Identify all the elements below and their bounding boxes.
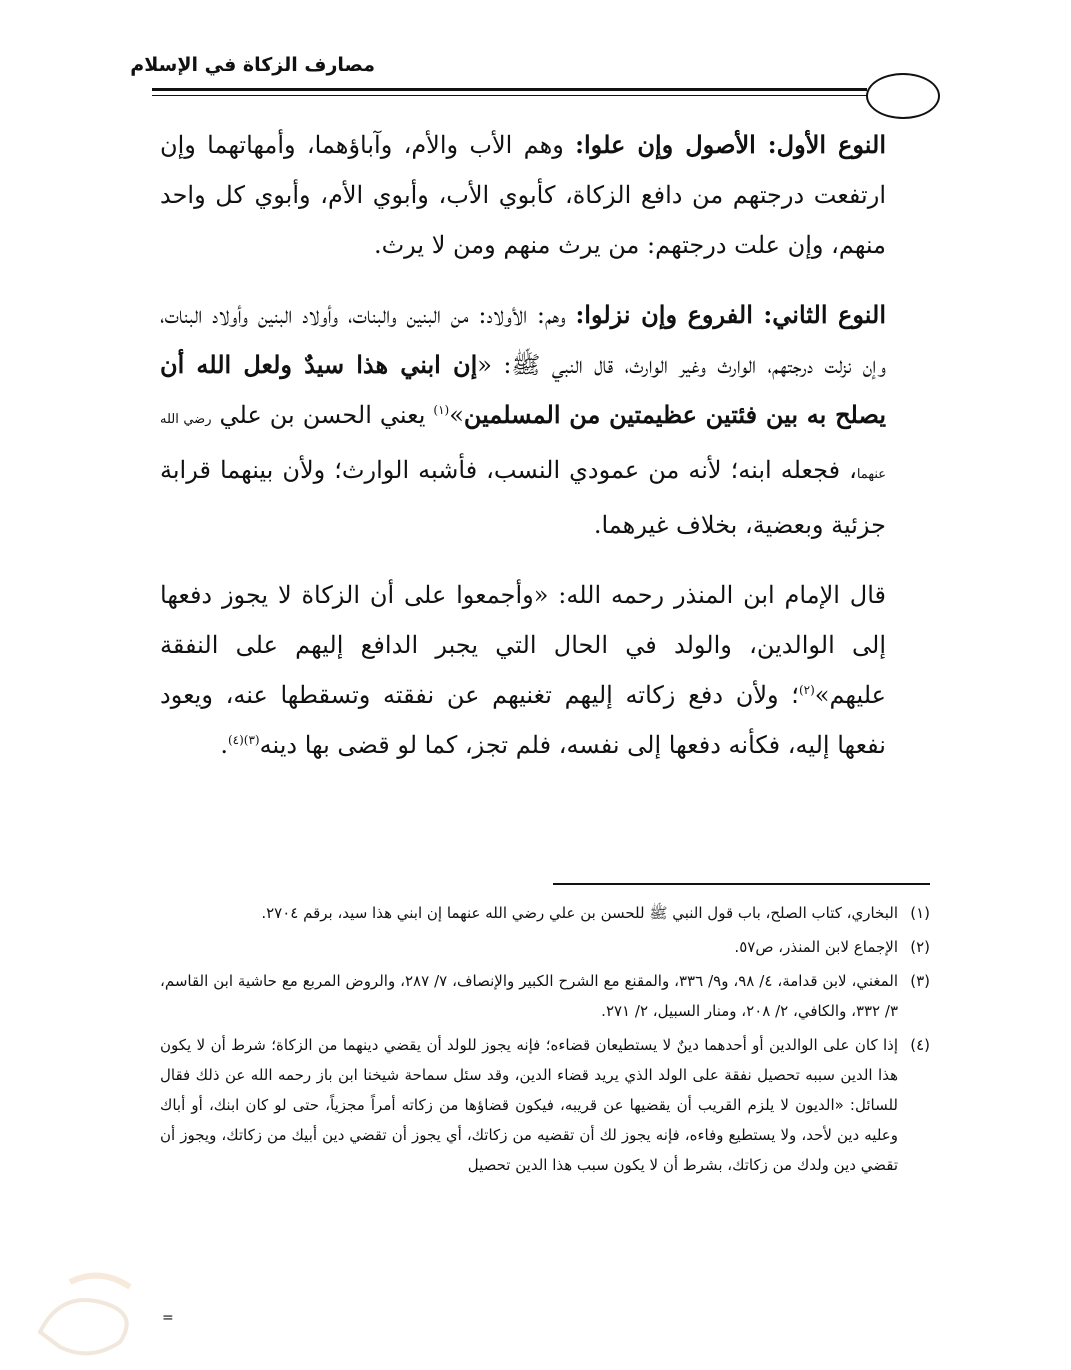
watermark-logo [20, 1262, 160, 1362]
footnote-4-text: إذا كان على الوالدين أو أحدهما دينٌ لا يستطيعان قضاءه؛ فإنه يجوز للولد أن يقضي دينهما من الزكاة؛ شرط أن لا يكون هذا الدين سببه تحصيل نفقة على الولد الذي يريد قضاء الدين، وقد سئل سماحة شيخنا ابن باز رحمه الله عن ذلك فقال للسائل: «الديون لا يلزم القريب أن يقضيها عن قريبه، فيكون قضاؤها من زكاته أمراً مجزياً، حتى لو كان ابنك، أو أباك وعليه دين لأحد، ولا يستطيع وفاءه، فإنه يجوز لك أن تقضيه من زكاتك، أي يجوز أن تقضي دين أبيك من زكاتك، ويجوز أن تقضي دين ولدك من زكاتك، بشرط أن لا يكون سبب هذا الدين تحصيل [160, 1036, 898, 1174]
main-text [160, 120, 930, 770]
footnote-3-number: (٣) [910, 972, 930, 990]
ibn-almundhir-text-3: . [220, 731, 228, 759]
footnote-2-number: (٢) [910, 938, 930, 956]
footnote-1 [160, 898, 930, 928]
heading-ascendants: النوع الأول: الأصول وإن علوا: [575, 130, 886, 159]
running-header-title: مصارف الزكاة في الإسلام [130, 54, 375, 76]
header-rule-thick [152, 88, 867, 91]
paragraph-ascendants-body: وهم الأب والأم، وآباؤهما، وأمهاتهما وإن ارتفعت درجتهم من دافع الزكاة، كأبوي الأب، وأبوي الأم، وأبوي كل واحد منهم، وإن علت درجتهم: من يرث منهم ومن لا يرث. [160, 131, 886, 259]
footnote-ref-1: (١) [433, 403, 450, 417]
descendants-text-3: يعني الحسن بن علي [211, 401, 434, 429]
footnote-2 [160, 932, 930, 962]
descendants-text-1: وهم: الأولاد: من البنين والبنات، وأولاد البنين وأولاد البنات، وإن نزلت درجتهم، الوارث وغير الوارث، قال النبي ﷺ: « [160, 301, 886, 379]
paragraph-ascendants [160, 120, 930, 270]
page-number-oval [866, 73, 940, 119]
descendants-text-2: » [449, 401, 464, 429]
footnotes [160, 898, 930, 1184]
ibn-almundhir-text-1: قال الإمام ابن المنذر رحمه الله: «وأجمعوا على أن الزكاة لا يجوز دفعها إلى الوالدين، والولد في الحال التي يجبر الدافع إليهم على النفقة عليهم» [160, 581, 886, 709]
footnote-3-text: المغني، لابن قدامة، ٤/ ٩٨، و٩/ ٣٣٦، والمقنع مع الشرح الكبير والإنصاف، ٧/ ٢٨٧، والروض المربع مع حاشية ابن القاسم، ٣/ ٣٣٢، والكافي، ٢/ ٢٠٨، ومنار السبيل، ٢/ ٢٧١. [160, 972, 899, 1020]
ibn-almundhir-text-2: ؛ ولأن دفع زكاته إليهم تغنيهم عن نفقته وتسقطها عنه، ويعود نفعها إليه، فكأنه دفعها إلى نفسه، فلم تجز، كما لو قضى بها دينه [160, 681, 886, 759]
heading-descendants: النوع الثاني: الفروع وإن نزلوا: [575, 300, 886, 329]
footnote-ref-3-4: (٣)(٤) [227, 733, 260, 747]
footnote-ref-2: (٢) [798, 683, 815, 697]
footnote-separator [553, 883, 930, 885]
continuation-mark: = [162, 1310, 174, 1326]
footnote-2-text: الإجماع لابن المنذر، ص٥٧. [734, 938, 898, 956]
footnote-1-number: (١) [910, 904, 930, 922]
descendants-text-4: ، فجعله ابنه؛ لأنه من عمودي النسب، فأشبه الوارث؛ ولأن بينهما قرابة جزئية وبعضية، بخلاف غيرهما. [160, 456, 886, 539]
footnote-3 [160, 966, 930, 1026]
hadith-quote: إن ابني هذا سيدٌ ولعل الله أن يصلح به بين فئتين عظيمتين من المسلمين [160, 350, 886, 429]
footnote-4-number: (٤) [910, 1036, 930, 1054]
paragraph-ibn-almundhir [160, 570, 930, 770]
footnote-4 [160, 1030, 930, 1180]
honorific: رضي الله عنهما [160, 412, 886, 482]
footnote-1-text: البخاري، كتاب الصلح، باب قول النبي ﷺ للحسن بن علي رضي الله عنهما إن ابني هذا سيد، برقم ٢٧٠٤. [261, 904, 898, 922]
header-rule-thin [152, 95, 867, 96]
paragraph-descendants [160, 290, 930, 550]
